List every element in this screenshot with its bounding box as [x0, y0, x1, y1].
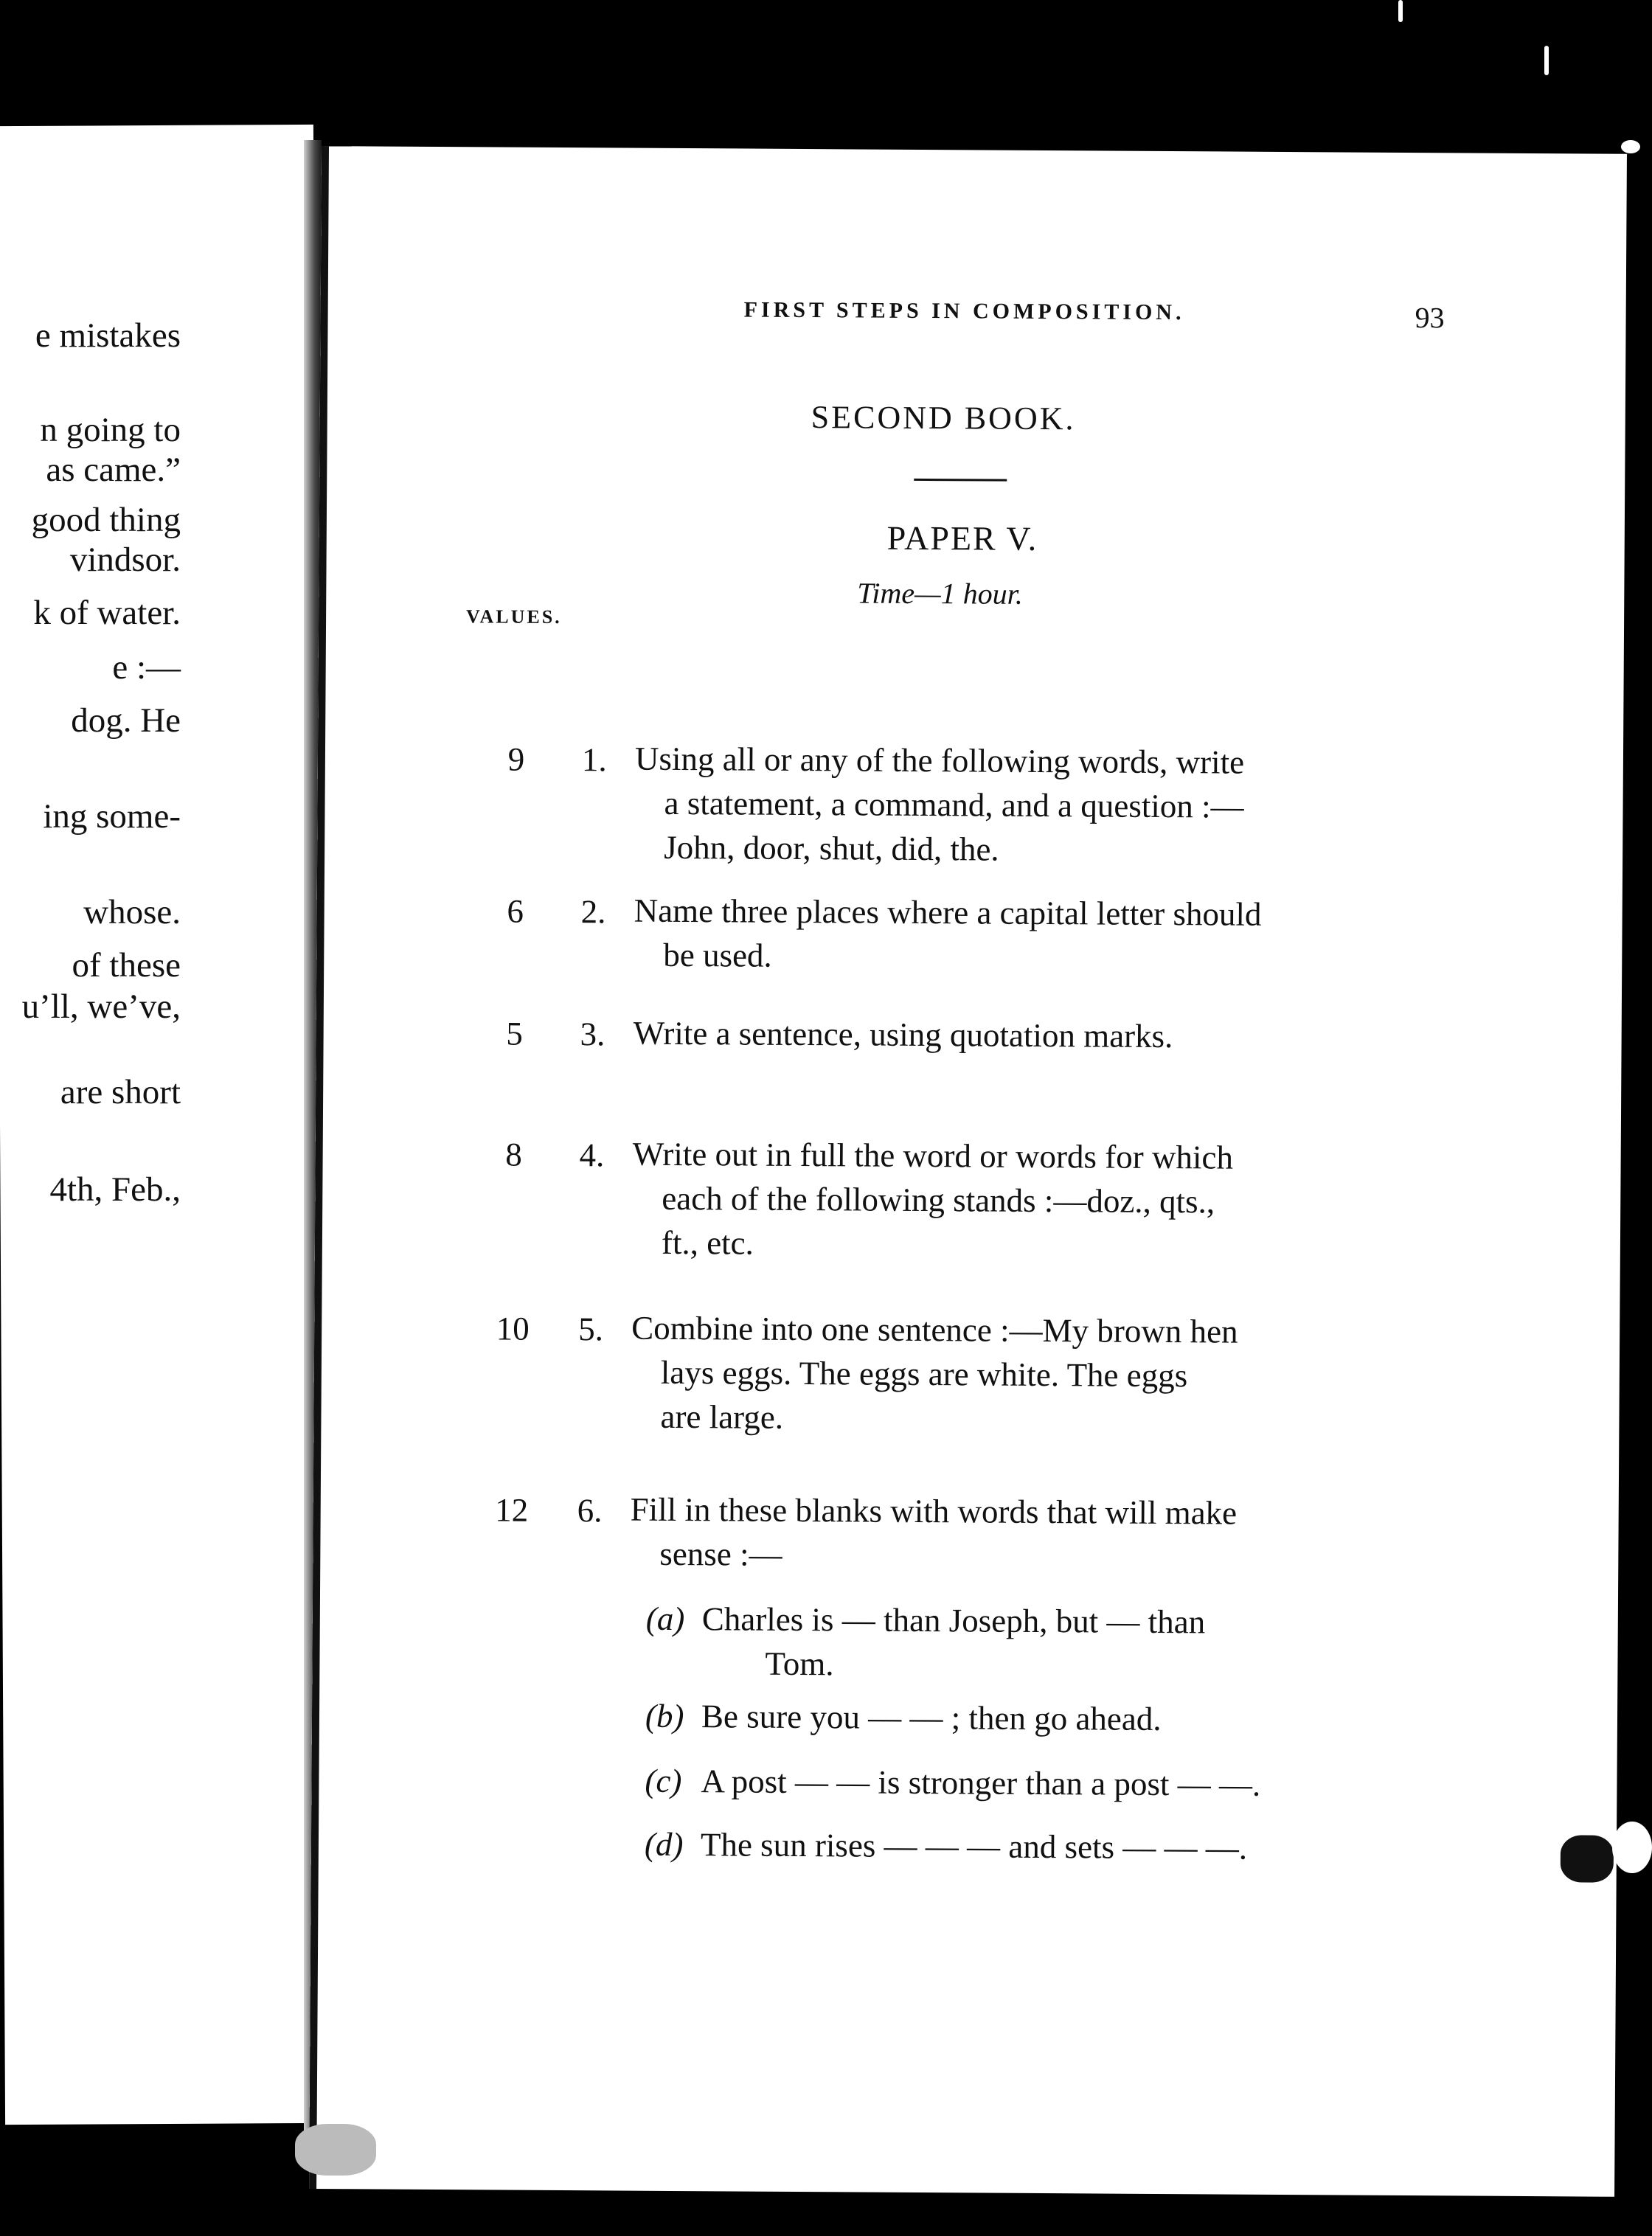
right-page: [309, 146, 1627, 2197]
time-note: Time—1 hour.: [857, 576, 1023, 611]
left-page-line: of these: [72, 946, 181, 985]
question-value: 6: [507, 892, 524, 930]
dust-speck: [1621, 140, 1640, 153]
sub-item-text-line: A post — — is stronger than a post — —.: [701, 1763, 1261, 1803]
left-page-line: 4th, Feb.,: [49, 1170, 181, 1209]
left-page-line: dog. He: [71, 701, 181, 740]
question-text-line: Fill in these blanks with words that will make: [630, 1490, 1238, 1532]
question-text-line: a statement, a command, and a question :—: [664, 784, 1244, 825]
question-text-line: be used.: [663, 936, 772, 974]
book-title: SECOND BOOK.: [811, 399, 1076, 437]
question-number: 5.: [578, 1310, 604, 1348]
dust-speck: [1612, 1822, 1652, 1873]
left-page-line: e :—: [112, 648, 181, 687]
sub-item-label: (c): [645, 1762, 682, 1800]
question-value: 12: [495, 1491, 529, 1529]
sub-item-label: (d): [644, 1825, 684, 1864]
question-number: 4.: [579, 1136, 605, 1174]
question-text-line: are large.: [660, 1398, 784, 1436]
question-number: 3.: [580, 1015, 605, 1053]
question-number: 2.: [580, 893, 606, 931]
sub-item-text-line: Be sure you — — ; then go ahead.: [701, 1698, 1162, 1737]
left-page-line: u’ll, we’ve,: [21, 987, 181, 1026]
question-text-line: John, door, shut, did, the.: [664, 828, 999, 868]
question-text-line: Name three places where a capital letter should: [634, 892, 1262, 933]
left-page-line: are short: [60, 1073, 181, 1111]
question-number: 1.: [581, 741, 607, 779]
sub-item-text-line: Tom.: [765, 1645, 834, 1683]
sub-item-label: (b): [645, 1697, 684, 1735]
edge-blot: [1561, 1835, 1614, 1882]
left-page-line: ing some-: [43, 797, 181, 836]
paper-title: PAPER V.: [886, 518, 1038, 558]
left-page-line: whose.: [83, 893, 181, 931]
corner-wear: [295, 2124, 376, 2176]
sub-item-text-line: The sun rises — — — and sets — — —.: [700, 1826, 1248, 1867]
left-page-line: e mistakes: [35, 316, 181, 355]
dust-speck: [1544, 46, 1549, 75]
question-text-line: ft., etc.: [661, 1223, 754, 1262]
left-page-line: as came.”: [46, 451, 181, 489]
question-text-line: Write out in full the word or words for which: [632, 1135, 1234, 1176]
question-text-line: Write a sentence, using quotation marks.: [633, 1014, 1173, 1055]
sub-item-label: (a): [645, 1600, 685, 1638]
question-text-line: lays eggs. The eggs are white. The eggs: [660, 1353, 1188, 1395]
question-text-line: Combine into one sentence :—My brown hen: [631, 1309, 1238, 1350]
question-value: 10: [496, 1310, 530, 1347]
question-value: 5: [506, 1015, 524, 1052]
question-text-line: Using all or any of the following words, write: [634, 740, 1245, 781]
question-number: 6.: [577, 1492, 603, 1530]
values-label: VALUES.: [466, 605, 562, 628]
page-number: 93: [1415, 301, 1445, 335]
question-value: 9: [507, 740, 525, 778]
question-text-line: sense :—: [659, 1535, 782, 1573]
question-value: 8: [505, 1136, 523, 1173]
left-page-line: vindsor.: [69, 541, 181, 579]
left-page-line: k of water.: [33, 594, 181, 632]
left-page-line: n going to: [40, 411, 181, 449]
left-page-line: good thing: [31, 501, 181, 539]
sub-item-text-line: Charles is — than Joseph, but — than: [701, 1600, 1206, 1641]
running-title: FIRST STEPS IN COMPOSITION.: [743, 297, 1185, 325]
dust-speck: [1398, 0, 1403, 22]
title-rule: [914, 479, 1007, 482]
question-text-line: each of the following stands :—doz., qts.,: [662, 1179, 1215, 1221]
